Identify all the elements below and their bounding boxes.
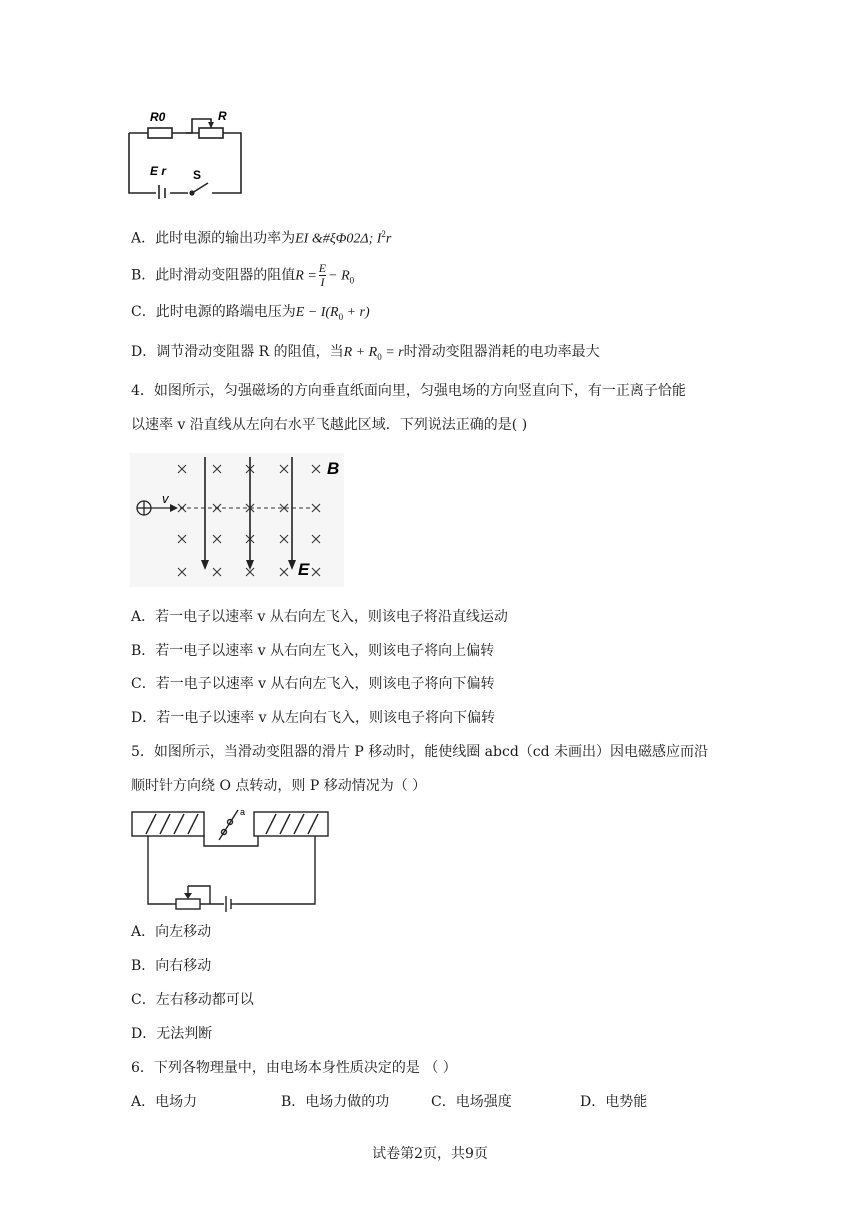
q3-option-c-text: C．此时电源的路端电压为 bbox=[131, 304, 296, 320]
q3-option-a-math: EI &#ξΦ02Δ; I bbox=[295, 231, 382, 247]
q3-option-b-den: I bbox=[320, 275, 325, 289]
q3-option-c-sub: 0 bbox=[338, 311, 344, 322]
page-footer: 试卷第2页，共9页 bbox=[372, 1146, 488, 1162]
q4-option-b: B．若一电子以速率 v 从右向左飞入，则该电子将向上偏转 bbox=[131, 643, 495, 659]
q4-label-e: E bbox=[298, 560, 310, 579]
q3-option-b-num: E bbox=[318, 261, 327, 275]
q3-option-a-text: A．此时电源的输出功率为 bbox=[131, 230, 296, 247]
q3-option-b-text: B．此时滑动变阻器的阻值 bbox=[131, 267, 296, 284]
q3-option-a bbox=[131, 224, 391, 250]
q3-option-b bbox=[131, 262, 354, 290]
q3-option-c bbox=[131, 302, 370, 327]
q4-option-c: C．若一电子以速率 v 从右向左飞入，则该电子将向下偏转 bbox=[131, 676, 495, 692]
q3-option-b-lhs: R = bbox=[295, 268, 317, 284]
q4-label-b: B bbox=[327, 459, 340, 478]
q4-label-v: v bbox=[162, 491, 169, 506]
q4-field-figure bbox=[130, 453, 344, 587]
q5-option-b: B．向右移动 bbox=[131, 958, 212, 974]
q5-label-a: a bbox=[240, 807, 246, 817]
q5-option-d: D．无法判断 bbox=[131, 1026, 213, 1042]
q3-label-er: E r bbox=[150, 164, 167, 178]
q3-option-d-text1: D．调节滑动变阻器 R 的阻值，当 bbox=[131, 344, 344, 360]
q3-option-d-text2: 时滑动变阻器消耗的电功率最大 bbox=[403, 344, 600, 360]
q3-option-b-tail: − R bbox=[328, 268, 350, 284]
q4-option-a: A．若一电子以速率 v 从右向左飞入，则该电子将沿直线运动 bbox=[131, 609, 508, 625]
q3-circuit-figure bbox=[126, 103, 244, 199]
q6-stem: 6．下列各物理量中，由电场本身性质决定的是 （ ） bbox=[131, 1060, 457, 1076]
q3-option-a-tail: r bbox=[385, 231, 392, 247]
q3-label-s: S bbox=[193, 168, 202, 182]
q4-stem-line1: 4．如图所示，匀强磁场的方向垂直纸面向里，匀强电场的方向竖直向下，有一正离子恰能 bbox=[131, 383, 686, 399]
q6-option-c: C．电场强度 bbox=[431, 1094, 512, 1110]
q3-option-b-fraction bbox=[319, 262, 326, 289]
q3-option-d bbox=[131, 342, 600, 367]
q3-option-c-tail: + r) bbox=[343, 305, 370, 320]
q3-option-a-sup: 2 bbox=[381, 229, 386, 239]
q3-label-r0: R0 bbox=[150, 110, 166, 124]
q3-option-d-sub: 0 bbox=[377, 351, 382, 362]
q5-option-a: A．向左移动 bbox=[131, 924, 212, 940]
q3-option-d-eq: = r bbox=[381, 345, 404, 360]
q6-option-d: D．电势能 bbox=[580, 1094, 648, 1110]
q4-option-d: D．若一电子以速率 v 从左向右飞入，则该电子将向下偏转 bbox=[131, 710, 496, 726]
q6-option-a: A．电场力 bbox=[131, 1094, 198, 1110]
q5-stem-line2: 顺时针方向绕 O 点转动，则 P 移动情况为（ ） bbox=[131, 778, 427, 794]
q5-circuit-figure bbox=[130, 806, 332, 914]
q4-stem-line2: 以速率 v 沿直线从左向右水平飞越此区域．下列说法正确的是( ) bbox=[131, 417, 528, 433]
q3-option-c-math: E − I(R bbox=[295, 305, 339, 320]
q3-option-d-math: R + R bbox=[343, 345, 378, 360]
q3-option-b-sub: 0 bbox=[349, 275, 355, 286]
q5-option-c: C．左右移动都可以 bbox=[131, 992, 254, 1008]
q3-label-r: R bbox=[218, 109, 227, 123]
q5-stem-line1: 5．如图所示，当滑动变阻器的滑片 P 移动时，能使线圈 abcd（cd 未画出）因电磁感应而沿 bbox=[131, 744, 709, 760]
q6-option-b: B．电场力做的功 bbox=[281, 1094, 390, 1110]
